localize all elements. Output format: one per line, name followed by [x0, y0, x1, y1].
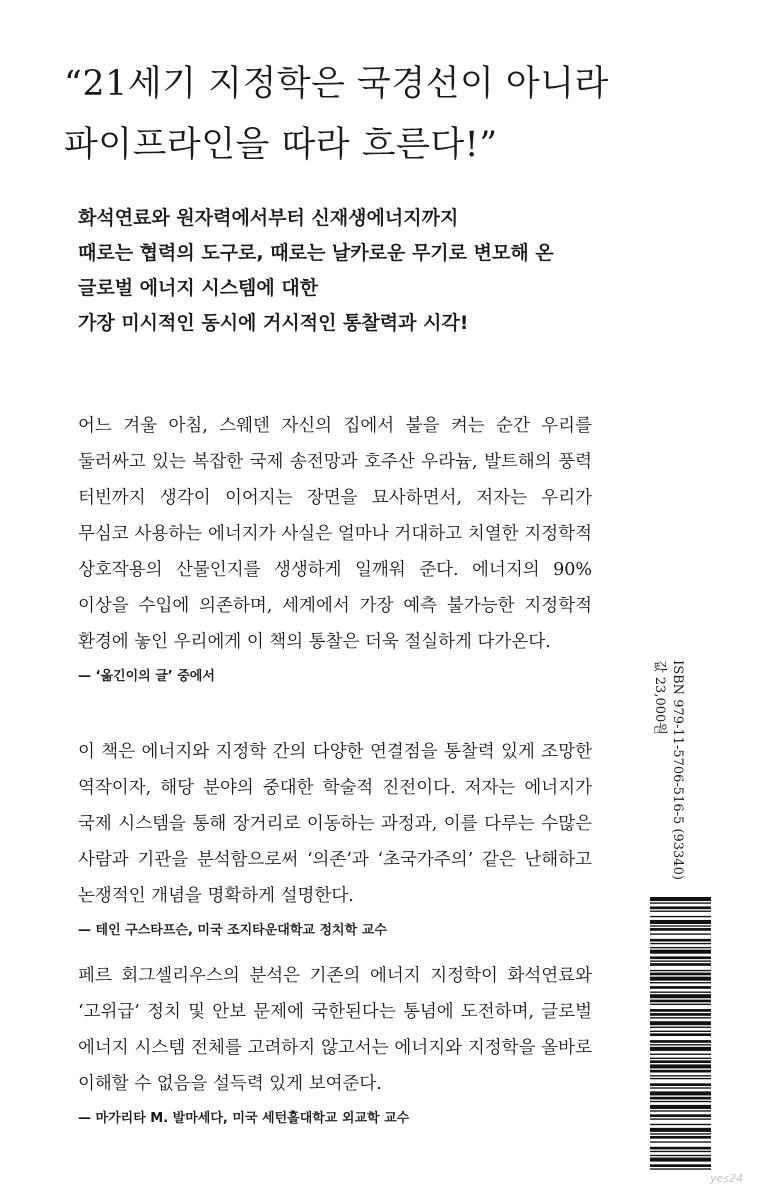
barcode-bar	[650, 906, 711, 909]
barcode-bar	[650, 1133, 711, 1134]
barcode-bar	[650, 1047, 711, 1051]
lead-line: 때로는 협력의 도구로, 때로는 날카로운 무기로 변모해 온	[78, 242, 554, 264]
barcode-bar	[650, 1031, 711, 1032]
barcode-bar	[650, 1060, 711, 1063]
barcode-bar	[650, 950, 711, 954]
barcode	[650, 895, 711, 1171]
isbn-number: ISBN 979-11-5706-516-5 (93340)	[670, 660, 685, 880]
barcode-bar	[650, 1128, 711, 1132]
lead-line: 글로벌 에너지 시스템에 대한	[78, 277, 319, 299]
barcode-bar	[650, 947, 711, 948]
excerpt-text: 이 책은 에너지와 지정학 간의 다양한 연결점을 통찰력 있게 조망한 역작이자, 해당 분야의 중대한 학술적 진전이다. 저자는 에너지가 국제 시스템을 통해 장거리로 이동하는 과정과, 이를 다루는 수많은 사람과 기관을 분석함으로써 ‘의존’과 ‘초국가주의’ 같은 난해하고 논쟁적인 개념을 명확하게 설명한다.	[78, 742, 592, 906]
barcode-bar	[650, 1004, 711, 1005]
barcode-bar	[650, 1091, 711, 1095]
barcode-bar	[650, 1158, 711, 1162]
barcode-bar	[650, 1054, 711, 1055]
barcode-bar	[650, 1027, 711, 1028]
barcode-bar	[650, 973, 711, 976]
barcode-bar	[650, 1141, 711, 1142]
excerpt-attribution: — 테인 구스타프슨, 미국 조지타운대학교 정치학 교수	[78, 923, 387, 938]
price: 값 23,000원	[652, 660, 667, 735]
lead-line: 화석연료와 원자력에서부터 신재생에너지까지	[78, 207, 459, 229]
barcode-bar	[650, 956, 711, 959]
excerpt-review-gustafson	[78, 734, 592, 938]
excerpt-translator	[78, 408, 592, 684]
barcode-bar	[650, 902, 711, 903]
barcode-bar	[650, 1021, 711, 1025]
barcode-bar	[650, 1058, 711, 1059]
barcode-bar	[650, 1009, 711, 1012]
barcode-bar	[650, 1105, 711, 1109]
barcode-bar	[650, 1101, 711, 1102]
barcode-bar	[650, 1033, 711, 1036]
barcode-bar	[650, 1075, 711, 1076]
barcode-bar	[650, 1155, 711, 1156]
barcode-bar	[650, 1168, 711, 1169]
excerpt-text: 페르 회그셀리우스의 분석은 기존의 에너지 지정학이 화석연료와 ‘고위급’ 정치 및 안보 문제에 국한된다는 통념에 도전하며, 글로벌 에너지 시스템 전체를 고려하지 않고서는 에너지와 지정학을 올바로 이해할 수 없음을 설득력 있게 보여준다.	[78, 966, 592, 1094]
barcode-bar	[650, 1087, 711, 1088]
barcode-bar	[650, 986, 711, 989]
lead-line: 가장 미시적인 동시에 거시적인 통찰력과 시각!	[78, 312, 469, 334]
barcode-bar	[650, 925, 711, 926]
excerpt-review-balmaceda	[78, 958, 592, 1126]
excerpt-attribution: — 마가리타 M. 발마세다, 미국 세턴홀대학교 외교학 교수	[78, 1111, 410, 1126]
barcode-bar	[650, 1118, 711, 1119]
excerpt-attribution: — ‘옮긴이의 글’ 중에서	[78, 669, 215, 684]
barcode-bar	[650, 1070, 711, 1073]
barcode-bar	[650, 1017, 711, 1018]
barcode-bar	[650, 928, 711, 931]
isbn-block	[640, 660, 696, 880]
barcode-bar	[650, 1151, 711, 1152]
barcode-bar	[650, 1147, 711, 1150]
barcode-bar	[650, 1083, 711, 1086]
headline	[64, 54, 704, 176]
barcode-bar	[650, 982, 711, 983]
barcode-bar	[650, 1097, 711, 1100]
publisher-logo: yes24	[710, 1172, 744, 1185]
barcode-bar	[650, 1136, 711, 1139]
barcode-bar	[650, 916, 711, 917]
barcode-bar	[650, 1000, 711, 1003]
barcode-bar	[650, 963, 711, 966]
lead-text	[78, 201, 698, 341]
barcode-bar	[650, 1044, 711, 1045]
headline-line-2: 파이프라인을 따라 흐른다!”	[64, 125, 498, 165]
barcode-bar	[650, 933, 711, 934]
barcode-bar	[650, 970, 711, 971]
excerpt-text: 어느 겨울 아침, 스웨덴 자신의 집에서 불을 켜는 순간 우리를 둘러싸고 있는 복잡한 국제 송전망과 호주산 우라늄, 발트해의 풍력 터빈까지 생각이 이어지는 장면을 묘사하면서, 저자는 우리가 무심코 사용하는 에너지가 사실은 얼마나 거대하고 치열한 지정학적 상호작용의 산물인지를 생생하게 일깨워 준다. 에너지의 90% 이상을 수입에 의존하며, 세계에서 가장 예측 불가능한 지정학적 환경에 놓인 우리에게 이 책의 통찰은 더욱 절실하게 다가온다.	[78, 416, 592, 652]
barcode-bar	[650, 994, 711, 998]
barcode-bar	[650, 1110, 711, 1111]
barcode-bar	[650, 960, 711, 961]
barcode-bar	[650, 1124, 711, 1125]
barcode-bar	[650, 911, 711, 912]
barcode-bar	[650, 1013, 711, 1016]
barcode-bar	[650, 1164, 711, 1167]
barcode-bar	[650, 977, 711, 981]
headline-line-1: “21세기 지정학은 국경선이 아니라	[64, 64, 609, 104]
barcode-bar	[650, 939, 711, 942]
barcode-bar	[650, 897, 711, 901]
barcode-bar	[650, 1064, 711, 1068]
barcode-bar	[650, 1114, 711, 1117]
barcode-bar	[650, 1040, 711, 1043]
barcode-bar	[650, 943, 711, 944]
barcode-bar	[650, 992, 711, 993]
barcode-bar	[650, 1078, 711, 1079]
barcode-bar	[650, 920, 711, 924]
